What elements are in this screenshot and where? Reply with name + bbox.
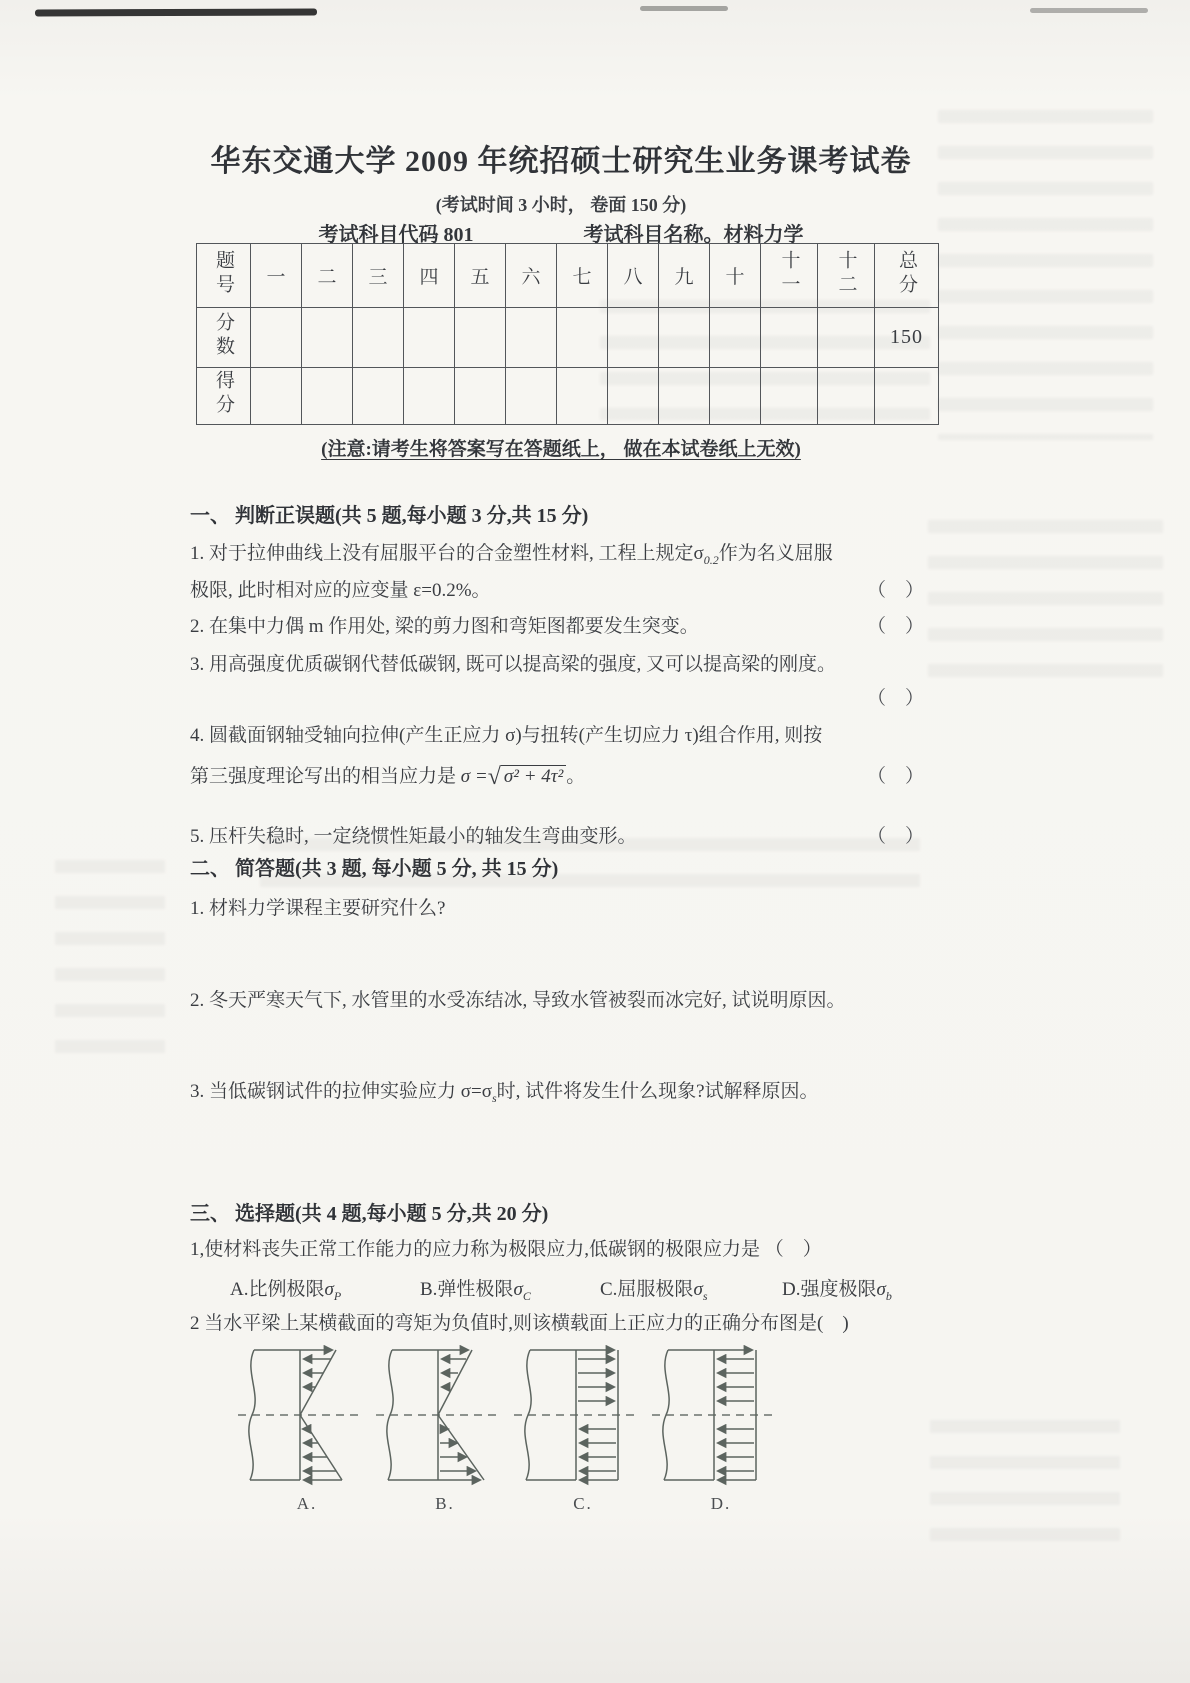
mc-question-1: 1,使材料丧失正常工作能力的应力称为极限应力,低碳钢的极限应力是 （ ） bbox=[190, 1239, 822, 1260]
tf-item-3 bbox=[190, 652, 932, 678]
tf-item-2 bbox=[190, 614, 932, 640]
score-table-empty-cell bbox=[353, 308, 404, 368]
column-label: 三 bbox=[368, 267, 388, 288]
sigma-symbol: σ bbox=[693, 1279, 703, 1300]
stress-diagram-d bbox=[652, 1342, 790, 1514]
score-table-empty-cell bbox=[818, 308, 875, 368]
sigma-symbol: σ bbox=[513, 1279, 523, 1300]
answer-blank: （ ） bbox=[866, 616, 924, 637]
score-table-empty-cell bbox=[251, 308, 302, 368]
stress-diagram-c-figure bbox=[514, 1342, 652, 1492]
tf-item-1-text: 作为名义屈服 bbox=[718, 543, 833, 564]
score-table-cell bbox=[818, 244, 875, 308]
exam-duration-note: (考试时间 3 小时， 卷面 150 分) bbox=[435, 195, 687, 215]
score-table-empty-cell bbox=[875, 368, 939, 425]
score-table-cell bbox=[608, 244, 659, 308]
diagram-label-b: B. bbox=[435, 1494, 455, 1513]
score-table-cell bbox=[875, 308, 939, 368]
stress-diagram-c bbox=[514, 1342, 652, 1514]
option-text: D.强度极限 bbox=[782, 1279, 877, 1300]
score-table-empty-cell bbox=[761, 368, 818, 425]
equivalent-stress-formula bbox=[190, 764, 585, 790]
score-table-cell bbox=[761, 244, 818, 308]
period: 。 bbox=[566, 766, 586, 787]
row-header-question-number: 题号 bbox=[213, 249, 234, 298]
tf-item-1-text: 1. 对于拉伸曲线上没有屈服平台的合金塑性材料, 工程上规定σ bbox=[190, 543, 704, 564]
bleedthrough-artifact bbox=[938, 110, 1153, 440]
sigma-equals: σ = bbox=[460, 766, 488, 787]
score-table-cell bbox=[197, 308, 251, 368]
score-table-empty-cell bbox=[404, 308, 455, 368]
score-table-empty-cell bbox=[818, 368, 875, 425]
diagram-label-d: D. bbox=[710, 1494, 732, 1513]
score-table-cell bbox=[197, 368, 251, 425]
diagram-label-a: A. bbox=[296, 1494, 318, 1513]
stress-diagram-b bbox=[376, 1342, 514, 1514]
column-label: 十二 bbox=[835, 249, 857, 298]
mc-option-d bbox=[782, 1274, 892, 1304]
stress-diagram-d-figure bbox=[652, 1342, 790, 1492]
tf-item-4-text: 第三强度理论写出的相当应力是 bbox=[190, 766, 461, 787]
score-table-cell bbox=[251, 244, 302, 308]
score-table-earned-row bbox=[197, 368, 939, 425]
column-label: 二 bbox=[317, 267, 337, 288]
score-table-empty-cell bbox=[761, 308, 818, 368]
answer-blank: （ ） bbox=[866, 766, 924, 787]
page-title: 华东交通大学 2009 年统招硕士研究生业务课考试卷 bbox=[210, 145, 912, 178]
tf-item-4-line-1 bbox=[190, 723, 932, 749]
tf-item-2-text: 2. 在集中力偶 m 作用处, 梁的剪力图和弯矩图都要发生突变。 bbox=[190, 616, 699, 637]
tf-item-4-line-2 bbox=[190, 764, 932, 790]
short-answer-1: 1. 材料力学课程主要研究什么? bbox=[190, 898, 446, 919]
score-table-empty-cell bbox=[557, 308, 608, 368]
column-label: 十一 bbox=[778, 249, 800, 298]
tf-item-3-text: 3. 用高强度优质碳钢代替低碳钢, 既可以提高梁的强度, 又可以提高梁的刚度。 bbox=[190, 654, 837, 675]
score-table-cell bbox=[197, 244, 251, 308]
score-table bbox=[196, 243, 939, 425]
sigma-symbol: σ bbox=[324, 1279, 334, 1300]
radical-sign: √ bbox=[487, 764, 501, 790]
option-text: B.弹性极限 bbox=[420, 1279, 514, 1300]
score-table-empty-cell bbox=[506, 308, 557, 368]
section-2-heading: 二、 简答题(共 3 题, 每小题 5 分, 共 15 分) bbox=[190, 858, 559, 880]
tf-item-1-line-1 bbox=[190, 541, 932, 568]
score-table-empty-cell bbox=[659, 368, 710, 425]
column-label: 八 bbox=[623, 267, 643, 288]
scan-artifact-mark bbox=[640, 6, 728, 11]
sigma-subscript: 0.2 bbox=[703, 552, 719, 567]
stress-diagram-a-figure bbox=[238, 1342, 376, 1492]
score-table-cell bbox=[404, 244, 455, 308]
bleedthrough-artifact bbox=[928, 520, 1163, 690]
sigma-subscript: s bbox=[702, 1288, 708, 1303]
column-label: 七 bbox=[572, 267, 592, 288]
section-3-heading: 三、 选择题(共 4 题,每小题 5 分,共 20 分) bbox=[190, 1203, 549, 1225]
row-header-score: 分数 bbox=[213, 311, 234, 360]
score-table-empty-cell bbox=[608, 308, 659, 368]
stress-diagram-row bbox=[238, 1342, 790, 1514]
mc-question-1-options bbox=[190, 1274, 990, 1304]
row-header-earned: 得分 bbox=[213, 370, 234, 418]
stress-diagram-a bbox=[238, 1342, 376, 1514]
score-table-empty-cell bbox=[608, 368, 659, 425]
section-1-heading: 一、 判断正误题(共 5 题,每小题 3 分,共 15 分) bbox=[190, 505, 589, 527]
score-table-cell bbox=[455, 244, 506, 308]
option-text: A.比例极限 bbox=[230, 1279, 325, 1300]
tf-item-5 bbox=[190, 824, 932, 850]
score-table-empty-cell bbox=[455, 368, 506, 425]
tf-item-1-text: 极限, 此时相对应的应变量 ε=0.2%。 bbox=[190, 580, 491, 601]
scan-artifact-mark bbox=[1030, 8, 1148, 13]
score-table-empty-cell bbox=[251, 368, 302, 425]
course-name: 考试科目名称。材料力学 bbox=[583, 224, 804, 246]
column-label: 九 bbox=[674, 267, 694, 288]
answer-blank: （ ） bbox=[866, 826, 924, 847]
column-label: 一 bbox=[266, 267, 286, 288]
column-label: 五 bbox=[470, 267, 490, 288]
diagram-label-c: C. bbox=[573, 1494, 593, 1513]
score-table-empty-cell bbox=[659, 308, 710, 368]
score-table-empty-cell bbox=[557, 368, 608, 425]
score-table-cell bbox=[353, 244, 404, 308]
score-table-header-row bbox=[197, 244, 939, 308]
score-table-cell bbox=[710, 244, 761, 308]
column-label: 十 bbox=[725, 267, 745, 288]
stress-envelope bbox=[300, 1350, 342, 1480]
score-table-empty-cell bbox=[710, 308, 761, 368]
score-table-empty-cell bbox=[353, 368, 404, 425]
mc-option-c bbox=[600, 1274, 782, 1304]
score-table-cell bbox=[506, 244, 557, 308]
short-answer-3-text: 时, 试件将发生什么现象?试解释原因。 bbox=[496, 1081, 819, 1102]
sigma-subscript: P bbox=[333, 1288, 342, 1303]
score-table-empty-cell bbox=[506, 368, 557, 425]
short-answer-3-text: 3. 当低碳钢试件的拉伸实验应力 σ=σ bbox=[190, 1081, 492, 1102]
answer-blank: （ ） bbox=[866, 688, 924, 709]
sigma-subscript: b bbox=[885, 1288, 892, 1303]
score-table-cell bbox=[659, 244, 710, 308]
tf-item-3-answer-line bbox=[190, 686, 932, 712]
score-table-score-row bbox=[197, 308, 939, 368]
course-code: 考试科目代码 801 bbox=[318, 224, 474, 246]
answer-blank: （ ） bbox=[866, 580, 924, 601]
exam-notice: (注意:请考生将答案写在答题纸上， 做在本试卷纸上无效) bbox=[321, 439, 801, 460]
sigma-subscript: s bbox=[491, 1090, 497, 1105]
mc-option-b bbox=[420, 1274, 600, 1304]
sigma-symbol: σ bbox=[876, 1279, 886, 1300]
score-table-empty-cell bbox=[455, 308, 506, 368]
tf-item-4-text: 4. 圆截面钢轴受轴向拉伸(产生正应力 σ)与扭转(产生切应力 τ)组合作用, 则按 bbox=[190, 725, 823, 746]
mc-option-a bbox=[230, 1274, 420, 1304]
column-label-total: 总分 bbox=[896, 249, 917, 298]
column-label: 四 bbox=[419, 267, 439, 288]
score-table-cell bbox=[302, 244, 353, 308]
score-table-empty-cell bbox=[302, 368, 353, 425]
bleedthrough-artifact bbox=[930, 1420, 1120, 1550]
score-table-cell bbox=[875, 244, 939, 308]
option-text: C.屈服极限 bbox=[600, 1279, 694, 1300]
tf-item-5-text: 5. 压杆失稳时, 一定绕惯性矩最小的轴发生弯曲变形。 bbox=[190, 826, 637, 847]
tf-item-1-line-2 bbox=[190, 578, 932, 604]
sigma-subscript: C bbox=[522, 1288, 531, 1303]
score-table-cell bbox=[557, 244, 608, 308]
stress-diagram-b-figure bbox=[376, 1342, 514, 1492]
score-table-empty-cell bbox=[404, 368, 455, 425]
score-table-empty-cell bbox=[302, 308, 353, 368]
score-table-empty-cell bbox=[710, 368, 761, 425]
radicand: σ² + 4τ² bbox=[501, 765, 566, 787]
short-answer-2: 2. 冬天严寒天气下, 水管里的水受冻结冰, 导致水管被裂而冰完好, 试说明原因。 bbox=[190, 990, 846, 1011]
bleedthrough-artifact bbox=[55, 860, 165, 1070]
column-label: 六 bbox=[521, 267, 541, 288]
mc-question-2: 2 当水平梁上某横截面的弯矩为负值时,则该横载面上正应力的正确分布图是( ) bbox=[190, 1313, 849, 1334]
total-score-value: 150 bbox=[890, 326, 923, 348]
short-answer-3 bbox=[190, 1079, 932, 1106]
scan-artifact-bar bbox=[35, 9, 317, 17]
